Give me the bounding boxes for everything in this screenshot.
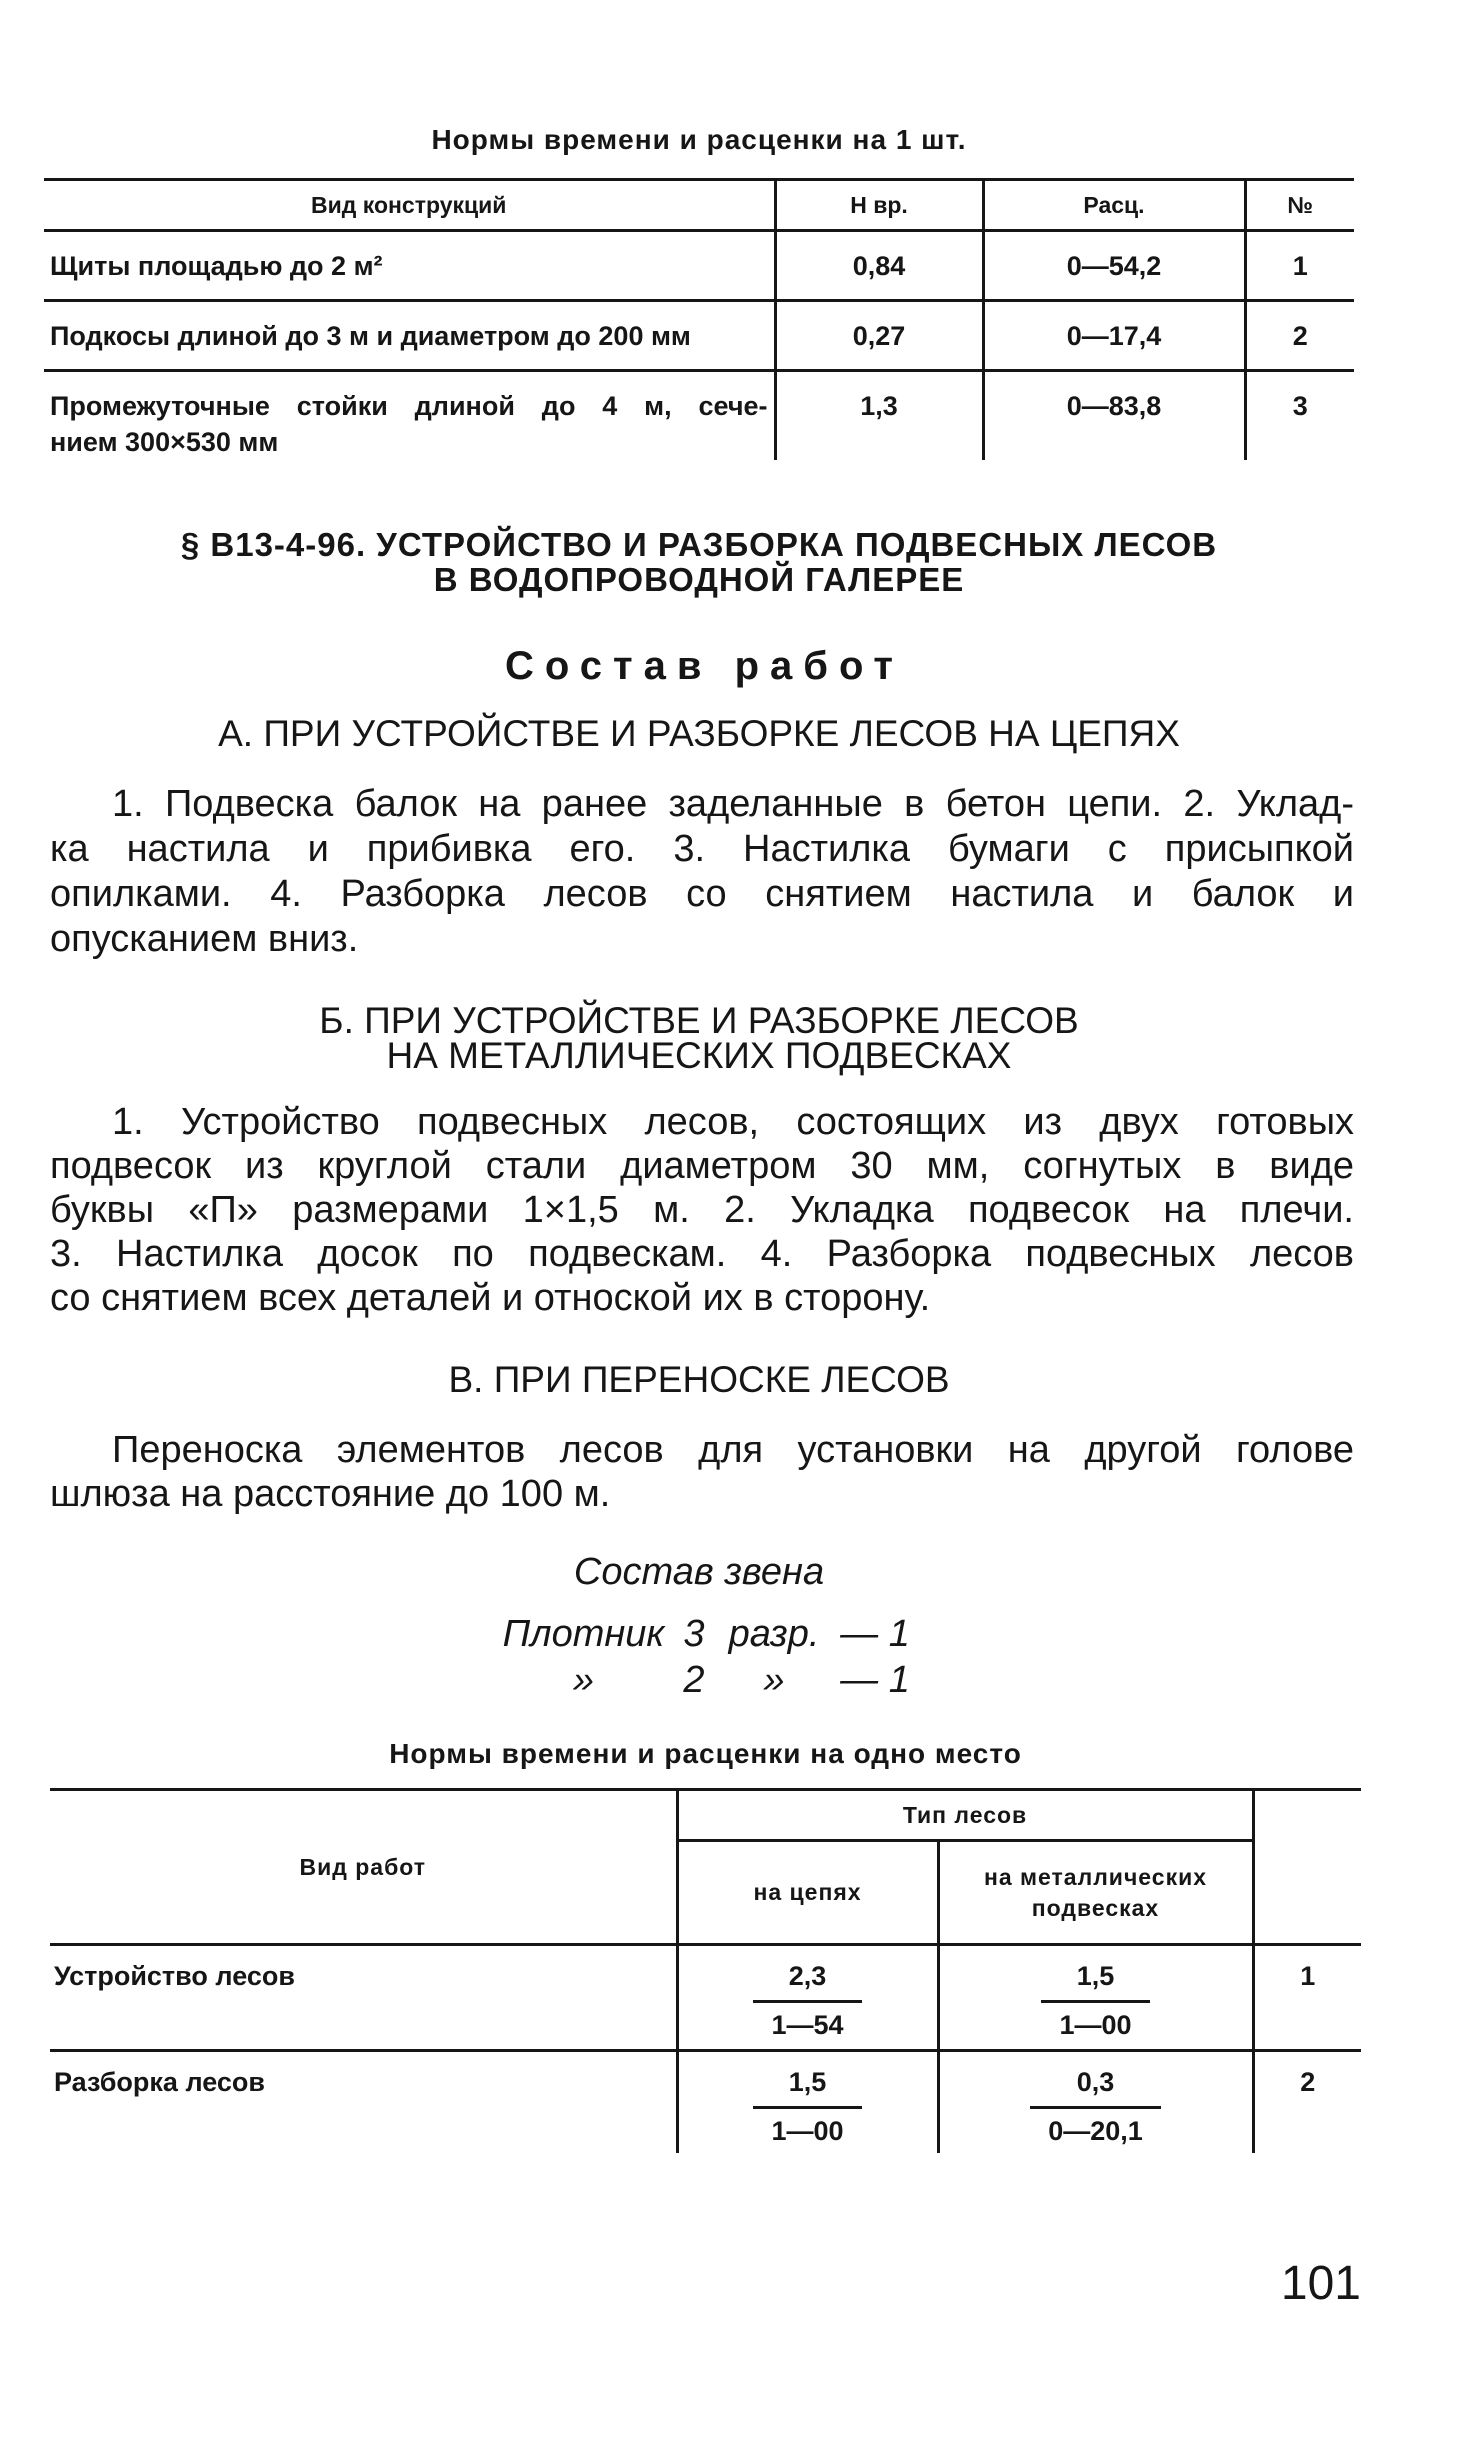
- table-row: [44, 231, 1354, 301]
- norm-rate-fraction: [1030, 2064, 1161, 2153]
- metal-hangers-cell: [938, 1945, 1253, 2051]
- time-norm-cell: 0,84: [775, 231, 983, 301]
- text-line: опилками. 4. Разборка лесов со снятием настила и балок и: [50, 873, 1354, 915]
- text-line: подвесок из круглой стали диаметром 30 мм, согнутых в виде: [50, 1145, 1354, 1187]
- part-b-text: [50, 1100, 1354, 1320]
- part-heading-line: В. ПРИ ПЕРЕНОСКЕ ЛЕСОВ: [448, 1359, 950, 1400]
- row-number-cell: 1: [1253, 1945, 1361, 2051]
- time-norm-value: 0,3: [1030, 2064, 1161, 2109]
- section-title-line: В ВОДОПРОВОДНОЙ ГАЛЕРЕЕ: [433, 561, 965, 598]
- table1-caption: Нормы времени и расценки на 1 шт.: [431, 124, 967, 155]
- rate-value: 0—20,1: [1048, 2116, 1143, 2146]
- header-work-type: Вид работ: [50, 1790, 677, 1945]
- header-number: №: [1245, 180, 1354, 231]
- row-number-cell: 2: [1300, 2067, 1316, 2097]
- header-time-norm: Н вр.: [775, 180, 983, 231]
- crew-row: [495, 1657, 918, 1703]
- header-on-metal-hangers: [938, 1841, 1253, 1945]
- crew-role: »: [572, 1659, 595, 1701]
- construction-type-cell: Подкосы длиной до 3 м и диаметром до 200 мм: [44, 301, 775, 371]
- crew-list: [495, 1611, 918, 1703]
- part-c-heading: [44, 1359, 1354, 1400]
- section-title-line: § В13-4-96. УСТРОЙСТВО И РАЗБОРКА ПОДВЕСНЫХ ЛЕСОВ: [180, 526, 1218, 563]
- text-line: 1. Подвеска балок на ранее заделанные в бетон цепи. 2. Уклад-: [112, 783, 1354, 825]
- page-number: 101: [1280, 2257, 1361, 2310]
- norm-rate-fraction: [753, 1958, 861, 2047]
- header-text-line: на металлических: [983, 1863, 1208, 1890]
- text-line: опусканием вниз.: [50, 918, 359, 960]
- chains-cell: [677, 2051, 938, 2154]
- row-number-cell: 3: [1292, 391, 1308, 421]
- work-type-cell: Разборка лесов: [50, 2051, 677, 2154]
- table-row: [44, 301, 1354, 371]
- header-construction-type: Вид конструкций: [44, 180, 775, 231]
- rate-cell: 0—54,2: [983, 231, 1245, 301]
- rate-value: 1—00: [771, 2116, 844, 2146]
- construction-type-cell: [44, 371, 775, 461]
- part-a-text: [50, 782, 1354, 962]
- crew-row: [495, 1611, 918, 1657]
- construction-type-cell: Щиты площадью до 2 м²: [44, 231, 775, 301]
- text-line: 1. Устройство подвесных лесов, состоящих из двух готовых: [112, 1101, 1354, 1143]
- rate-value: 1—00: [1059, 2010, 1132, 2040]
- time-norm-value: 2,3: [753, 1958, 861, 2003]
- rate-cell: 0—83,8: [983, 371, 1245, 461]
- time-norm-cell: 0,27: [775, 301, 983, 371]
- text-line: буквы «П» размерами 1×1,5 м. 2. Укладка подвесок на плечи.: [50, 1189, 1354, 1231]
- norms-per-place-table: [50, 1788, 1361, 2153]
- part-heading-line: Б. ПРИ УСТРОЙСТВЕ И РАЗБОРКЕ ЛЕСОВ: [319, 1000, 1079, 1041]
- table-row: [50, 1945, 1361, 2051]
- header-scaffold-type: Тип лесов: [677, 1790, 1253, 1841]
- time-norm-value: 1,5: [1041, 1958, 1149, 2003]
- part-b-heading: [44, 1000, 1354, 1076]
- norm-rate-fraction: [753, 2064, 861, 2153]
- header-text-line: подвесках: [1031, 1894, 1160, 1921]
- crew-grade: 2: [683, 1659, 705, 1701]
- work-composition-heading: Состав работ: [505, 644, 904, 688]
- table-header-row: [50, 1790, 1361, 1841]
- table-header-row: [44, 180, 1354, 231]
- part-a-heading: [44, 713, 1354, 754]
- norm-rate-fraction: [1041, 1958, 1149, 2047]
- row-number-cell: 2: [1245, 301, 1354, 371]
- part-heading-line: НА МЕТАЛЛИЧЕСКИХ ПОДВЕСКАХ: [386, 1035, 1012, 1076]
- time-norm-cell: 1,3: [775, 371, 983, 461]
- rate-value: 1—54: [771, 2010, 844, 2040]
- time-norm-value: 1,5: [753, 2064, 861, 2109]
- chains-cell: [677, 1945, 938, 2051]
- crew-count: — 1: [840, 1659, 910, 1701]
- text-line: Переноска элементов лесов для установки на другой голове: [112, 1429, 1354, 1471]
- crew-grade: 3: [683, 1613, 705, 1655]
- crew-grade-unit: разр.: [728, 1613, 820, 1655]
- text-line: шлюза на расстояние до 100 м.: [50, 1473, 611, 1515]
- part-c-text: [50, 1428, 1354, 1516]
- crew-role: Плотник: [502, 1613, 665, 1655]
- table-row: [50, 2051, 1361, 2154]
- crew-heading: Состав звена: [573, 1551, 825, 1593]
- text-line: ка настила и прибивка его. 3. Настилка бумаги с присыпкой: [50, 828, 1354, 870]
- row-number-cell: 1: [1245, 231, 1354, 301]
- norms-per-piece-table: [44, 178, 1354, 460]
- text-line: со снятием всех деталей и отноской их в сторону.: [50, 1277, 931, 1319]
- crew-count: — 1: [840, 1613, 910, 1655]
- header-number-blank: [1253, 1790, 1361, 1945]
- rate-cell: 0—17,4: [983, 301, 1245, 371]
- table2-caption: Нормы времени и расценки на одно место: [389, 1738, 1022, 1769]
- cell-text-line: Промежуточные стойки длиной до 4 м, сече-: [50, 391, 768, 421]
- header-on-chains: на цепях: [677, 1841, 938, 1945]
- work-type-cell: Устройство лесов: [50, 1945, 677, 2051]
- cell-text-line: нием 300×530 мм: [50, 427, 279, 457]
- section-title: [44, 527, 1354, 597]
- metal-hangers-cell: [938, 2051, 1253, 2154]
- text-line: 3. Настилка досок по подвескам. 4. Разборка подвесных лесов: [50, 1233, 1354, 1275]
- table-row: [44, 371, 1354, 461]
- crew-grade-unit: »: [763, 1659, 785, 1701]
- header-rate: Расц.: [983, 180, 1245, 231]
- part-heading-line: А. ПРИ УСТРОЙСТВЕ И РАЗБОРКЕ ЛЕСОВ НА ЦЕПЯХ: [218, 713, 1180, 754]
